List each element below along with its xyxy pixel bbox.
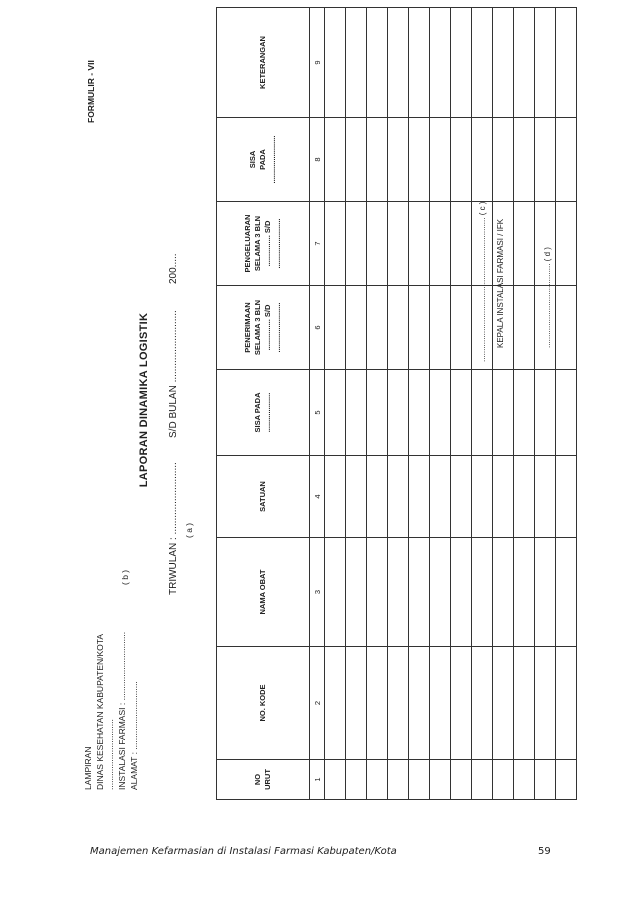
- dinas-dots: ..............................: [105, 719, 115, 790]
- blank-cell: [556, 118, 577, 202]
- blank-cell: [367, 647, 388, 760]
- col-number: 6: [310, 286, 325, 370]
- placeholder-a: ( a ): [184, 522, 194, 538]
- blank-cell: [451, 538, 472, 647]
- blank-cell: [430, 647, 451, 760]
- blank-cell: [325, 760, 346, 800]
- blank-cell: [325, 647, 346, 760]
- blank-cell: [514, 118, 535, 202]
- blank-cell: [430, 202, 451, 286]
- blank-cell: [346, 286, 367, 370]
- triwulan-field: TRIWULAN : ..........................: [168, 462, 179, 595]
- blank-entry-row: [472, 8, 493, 800]
- kepala-label: KEPALA INSTALASI FARMASI / IFK: [496, 218, 505, 348]
- blank-cell: [535, 538, 556, 647]
- blank-cell: [472, 456, 493, 538]
- rotated-form: [78, 0, 638, 800]
- blank-cell: [367, 456, 388, 538]
- blank-cell: [325, 370, 346, 456]
- page-number: 59: [538, 846, 551, 857]
- blank-entry-row: [535, 8, 556, 800]
- blank-cell: [346, 538, 367, 647]
- col-number: 8: [310, 118, 325, 202]
- blank-cell: [367, 370, 388, 456]
- blank-cell: [367, 538, 388, 647]
- col-sisa-pada-akhir-header: SISA PADA .......................: [217, 118, 310, 202]
- report-title: LAPORAN DINAMIKA LOGISTIK: [138, 312, 150, 488]
- blank-cell: [556, 538, 577, 647]
- col-no-kode-header: NO. KODE: [217, 647, 310, 760]
- blank-cell: [325, 538, 346, 647]
- blank-cell: [556, 760, 577, 800]
- blank-cell: [535, 647, 556, 760]
- blank-cell: [472, 8, 493, 118]
- blank-cell: [367, 8, 388, 118]
- blank-cell: [535, 370, 556, 456]
- blank-cell: [409, 456, 430, 538]
- blank-entry-row: [514, 8, 535, 800]
- blank-entry-row: [556, 8, 577, 800]
- blank-entry-row: [430, 8, 451, 800]
- signature-line-d: ...................................... ( d ): [543, 247, 552, 348]
- blank-cell: [388, 456, 409, 538]
- col-keterangan-header: KETERANGAN: [217, 8, 310, 118]
- blank-cell: [367, 286, 388, 370]
- blank-cell: [451, 370, 472, 456]
- blank-cell: [346, 456, 367, 538]
- signature-line-c: ................................................................. ( c ): [478, 201, 487, 362]
- blank-cell: [430, 118, 451, 202]
- blank-cell: [493, 647, 514, 760]
- col-nama-obat-header: NAMA OBAT: [217, 538, 310, 647]
- blank-cell: [430, 8, 451, 118]
- blank-entry-row: [409, 8, 430, 800]
- blank-cell: [472, 760, 493, 800]
- blank-cell: [367, 118, 388, 202]
- blank-cell: [451, 456, 472, 538]
- blank-cell: [556, 370, 577, 456]
- blank-cell: [493, 456, 514, 538]
- blank-cell: [430, 538, 451, 647]
- blank-cell: [556, 8, 577, 118]
- alamat-field: ALAMAT : .............................: [129, 681, 139, 790]
- blank-cell: [346, 8, 367, 118]
- blank-cell: [409, 202, 430, 286]
- blank-cell: [367, 760, 388, 800]
- blank-cell: [346, 370, 367, 456]
- blank-cell: [409, 647, 430, 760]
- col-satuan-header: SATUAN: [217, 456, 310, 538]
- sd-bulan-field: S/D BULAN ..........................: [168, 310, 179, 438]
- blank-cell: [493, 370, 514, 456]
- blank-cell: [514, 370, 535, 456]
- col-penerimaan-header: PENERIMAAN SELAMA 3 BLN ............... S/D ........................: [217, 286, 310, 370]
- col-number: 2: [310, 647, 325, 760]
- blank-cell: [367, 202, 388, 286]
- blank-cell: [451, 202, 472, 286]
- col-number: 4: [310, 456, 325, 538]
- blank-cell: [493, 760, 514, 800]
- dinas-label: DINAS KESEHATAN KABUPATEN/KOTA: [95, 633, 105, 790]
- form-id: FORMULIR - VII: [86, 60, 96, 123]
- blank-cell: [430, 456, 451, 538]
- col-number: 9: [310, 8, 325, 118]
- blank-entry-row: [388, 8, 409, 800]
- col-no-urut-header: NO URUT: [217, 760, 310, 800]
- col-number: 1: [310, 760, 325, 800]
- blank-cell: [409, 8, 430, 118]
- blank-cell: [514, 8, 535, 118]
- blank-cell: [493, 538, 514, 647]
- blank-cell: [325, 118, 346, 202]
- blank-cell: [430, 370, 451, 456]
- placeholder-b: ( b ): [120, 569, 130, 585]
- blank-entry-row: [493, 8, 514, 800]
- blank-cell: [556, 286, 577, 370]
- blank-entry-row: [325, 8, 346, 800]
- blank-cell: [451, 647, 472, 760]
- col-number: 3: [310, 538, 325, 647]
- blank-cell: [556, 202, 577, 286]
- blank-cell: [535, 8, 556, 118]
- blank-cell: [325, 286, 346, 370]
- blank-cell: [409, 370, 430, 456]
- col-number: 5: [310, 370, 325, 456]
- blank-cell: [346, 760, 367, 800]
- year-field: 200.....: [168, 253, 179, 284]
- blank-cell: [472, 118, 493, 202]
- blank-cell: [388, 647, 409, 760]
- blank-cell: [535, 456, 556, 538]
- logistics-table: [216, 7, 577, 800]
- blank-cell: [388, 370, 409, 456]
- blank-cell: [514, 286, 535, 370]
- lampiran-label: LAMPIRAN: [83, 746, 93, 790]
- blank-cell: [388, 8, 409, 118]
- blank-entry-row: [346, 8, 367, 800]
- blank-cell: [346, 202, 367, 286]
- blank-cell: [472, 647, 493, 760]
- blank-cell: [556, 456, 577, 538]
- blank-cell: [514, 760, 535, 800]
- blank-cell: [325, 456, 346, 538]
- col-pengeluaran-header: PENGELUARAN SELAMA 3 BLN ............... S/D ........................: [217, 202, 310, 286]
- blank-cell: [388, 118, 409, 202]
- column-number-row: [310, 8, 325, 800]
- blank-cell: [493, 8, 514, 118]
- blank-cell: [388, 286, 409, 370]
- instalasi-field: INSTALASI FARMASI : .............................: [117, 631, 127, 790]
- blank-cell: [451, 760, 472, 800]
- col-number: 7: [310, 202, 325, 286]
- blank-cell: [346, 647, 367, 760]
- header-row: [217, 8, 310, 800]
- blank-entry-row: [367, 8, 388, 800]
- blank-cell: [451, 118, 472, 202]
- footer-text: Manajemen Kefarmasian di Instalasi Farmasi Kabupaten/Kota: [90, 846, 397, 857]
- blank-cell: [409, 118, 430, 202]
- blank-cell: [430, 286, 451, 370]
- blank-cell: [430, 760, 451, 800]
- blank-cell: [409, 286, 430, 370]
- blank-cell: [472, 370, 493, 456]
- blank-entry-row: [451, 8, 472, 800]
- blank-cell: [556, 647, 577, 760]
- blank-cell: [472, 538, 493, 647]
- blank-cell: [514, 456, 535, 538]
- blank-cell: [535, 760, 556, 800]
- col-sisa-pada-header: SISA PADA ...................: [217, 370, 310, 456]
- blank-cell: [514, 538, 535, 647]
- blank-cell: [388, 760, 409, 800]
- blank-cell: [451, 8, 472, 118]
- blank-cell: [325, 202, 346, 286]
- blank-cell: [409, 538, 430, 647]
- blank-cell: [493, 118, 514, 202]
- blank-cell: [514, 202, 535, 286]
- blank-cell: [535, 118, 556, 202]
- blank-cell: [451, 286, 472, 370]
- blank-cell: [388, 202, 409, 286]
- blank-cell: [514, 647, 535, 760]
- blank-cell: [346, 118, 367, 202]
- blank-cell: [409, 760, 430, 800]
- blank-cell: [388, 538, 409, 647]
- blank-cell: [325, 8, 346, 118]
